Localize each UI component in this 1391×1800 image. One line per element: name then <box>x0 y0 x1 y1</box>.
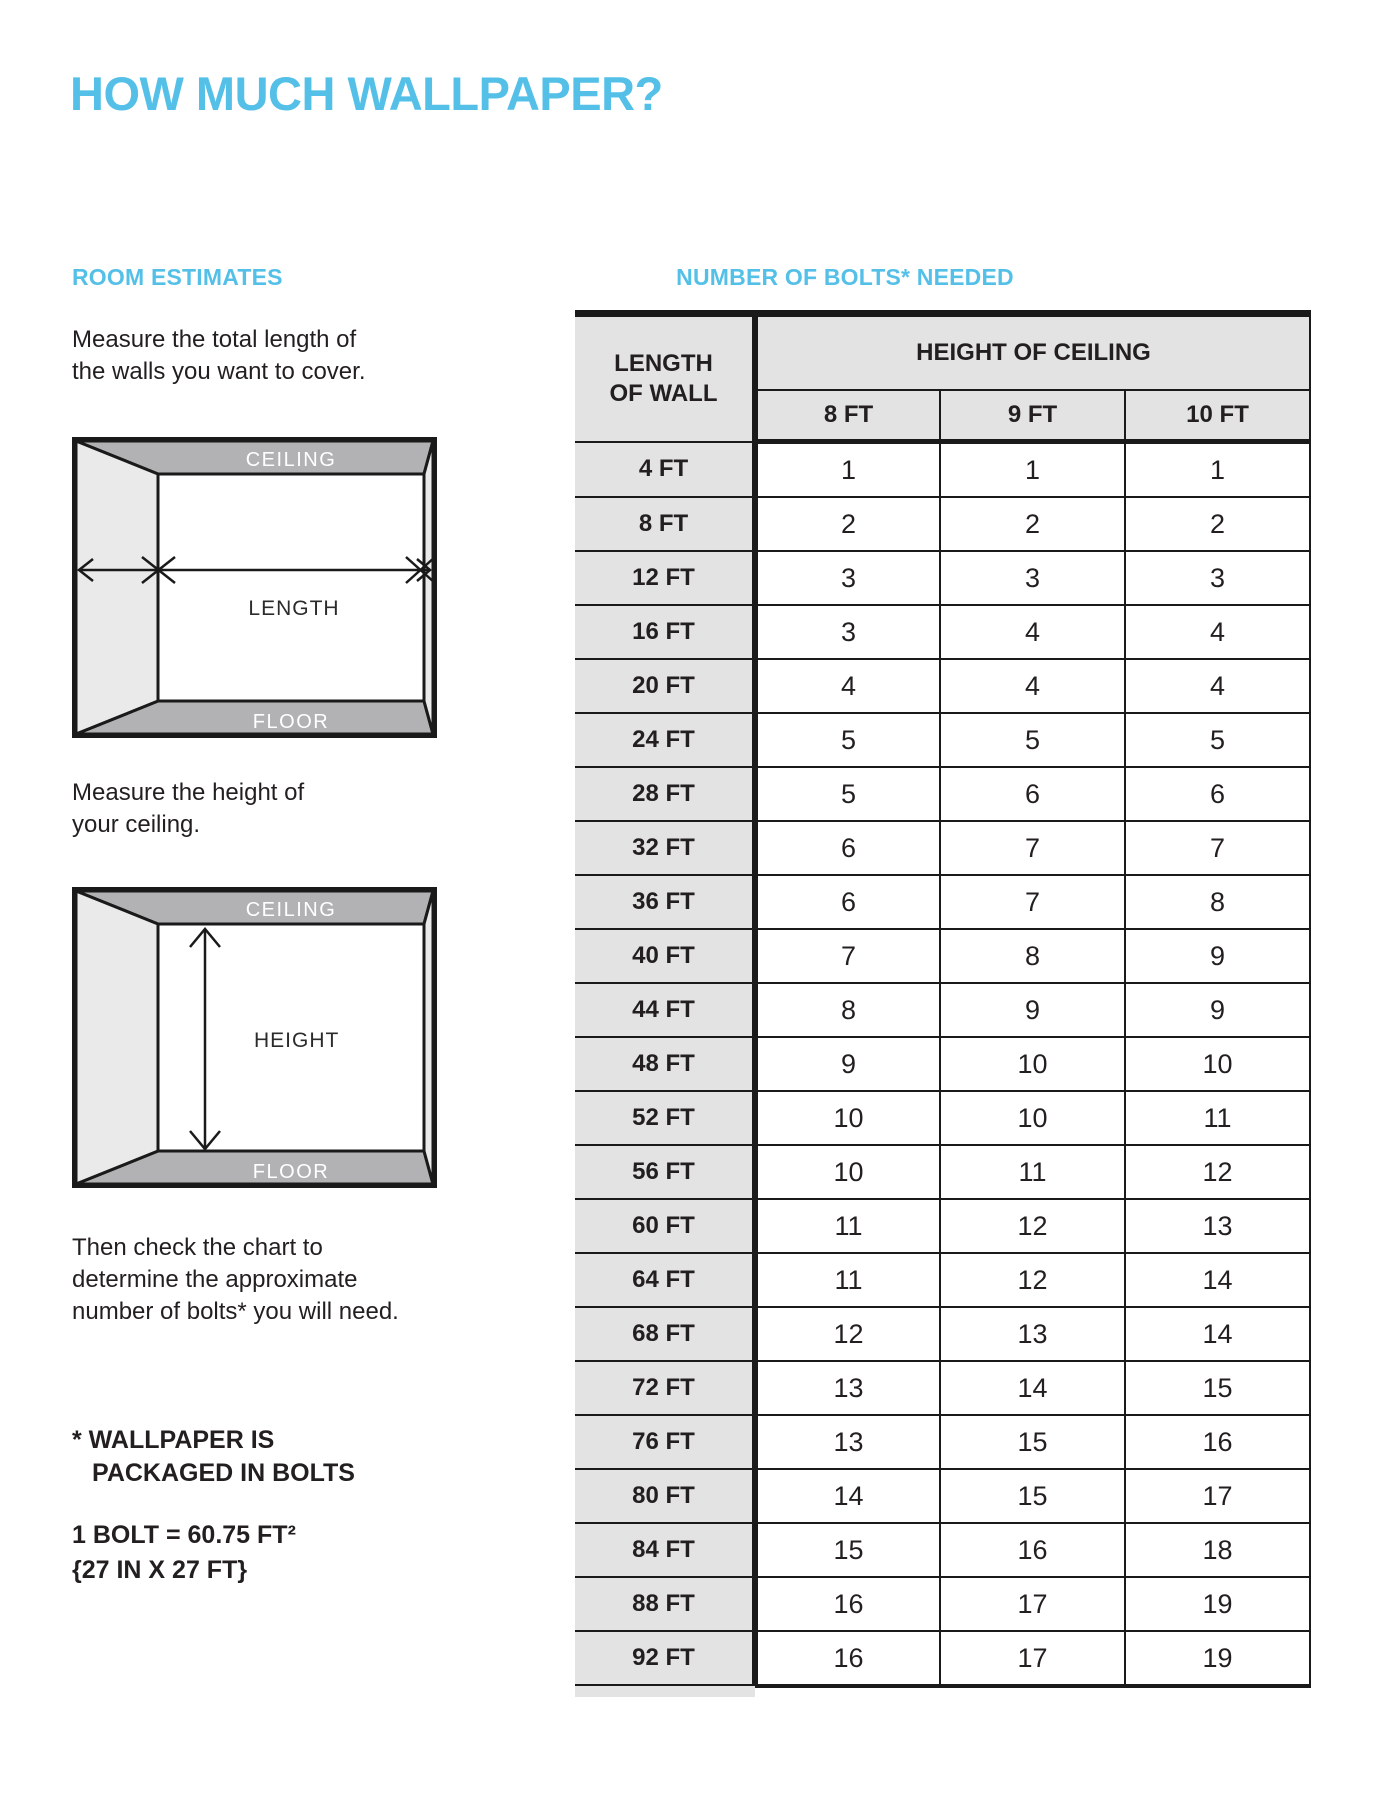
bolt-count-cell: 8 <box>940 929 1125 983</box>
header-row-1 <box>575 314 1310 391</box>
bolt-count-cell: 10 <box>940 1091 1125 1145</box>
row-label-cell: 20 FT <box>575 659 755 713</box>
bolt-count-cell: 12 <box>940 1199 1125 1253</box>
bolt-count-cell: 1 <box>755 442 940 498</box>
bolt-count-cell: 15 <box>940 1415 1125 1469</box>
bolt-count-cell: 17 <box>1125 1469 1310 1523</box>
paragraph-line: Then check the chart to <box>72 1234 323 1261</box>
right-wall-panel <box>424 891 433 1184</box>
paragraph-line: your ceiling. <box>72 811 201 838</box>
bolt-count-cell: 8 <box>755 983 940 1037</box>
bolt-count-cell: 16 <box>755 1631 940 1686</box>
row-label-cell: 36 FT <box>575 875 755 929</box>
bolt-count-cell: 14 <box>1125 1307 1310 1361</box>
bolt-count-cell: 3 <box>1125 551 1310 605</box>
bolt-count-cell: 14 <box>940 1361 1125 1415</box>
bolt-count-cell: 13 <box>1125 1199 1310 1253</box>
bolt-count-cell: 19 <box>1125 1631 1310 1686</box>
bolt-count-cell: 17 <box>940 1577 1125 1631</box>
bolt-count-cell: 3 <box>755 551 940 605</box>
bolt-count-cell: 10 <box>940 1037 1125 1091</box>
bolt-count-cell: 13 <box>755 1361 940 1415</box>
table-row <box>575 1361 1310 1415</box>
row-label-cell: 32 FT <box>575 821 755 875</box>
bolt-equation: 1 BOLT = 60.75 FT² <box>72 1521 296 1549</box>
row-label-cell: 60 FT <box>575 1199 755 1253</box>
bolt-count-cell: 11 <box>940 1145 1125 1199</box>
bolt-count-cell: 8 <box>1125 875 1310 929</box>
table-row <box>575 821 1310 875</box>
bolt-count-cell: 7 <box>940 821 1125 875</box>
bolt-count-cell: 12 <box>1125 1145 1310 1199</box>
bolt-count-cell: 17 <box>940 1631 1125 1686</box>
bolt-count-cell: 9 <box>755 1037 940 1091</box>
table-row <box>575 1037 1310 1091</box>
row-label-cell: 64 FT <box>575 1253 755 1307</box>
bolt-count-cell: 16 <box>940 1523 1125 1577</box>
check-chart-paragraph <box>72 1232 399 1328</box>
row-label-cell: 84 FT <box>575 1523 755 1577</box>
row-label-cell: 52 FT <box>575 1091 755 1145</box>
footnote-line: * WALLPAPER IS <box>72 1426 275 1454</box>
bolt-count-cell: 4 <box>1125 659 1310 713</box>
bolt-count-cell: 2 <box>1125 497 1310 551</box>
bolt-count-cell: 11 <box>755 1199 940 1253</box>
table-row <box>575 929 1310 983</box>
length-label: LENGTH <box>248 597 340 620</box>
bolt-count-cell: 2 <box>940 497 1125 551</box>
bolt-count-cell: 14 <box>1125 1253 1310 1307</box>
table-row <box>575 497 1310 551</box>
bolt-count-cell: 5 <box>755 713 940 767</box>
table-row <box>575 1145 1310 1199</box>
floor-label: FLOOR <box>252 711 330 733</box>
bolt-count-cell: 3 <box>755 605 940 659</box>
bolt-count-cell: 11 <box>1125 1091 1310 1145</box>
ceiling-label: CEILING <box>245 449 337 471</box>
bolt-count-cell: 12 <box>755 1307 940 1361</box>
bolt-count-cell: 7 <box>755 929 940 983</box>
bolt-count-cell: 1 <box>940 442 1125 498</box>
bolt-count-cell: 2 <box>755 497 940 551</box>
bolt-count-cell: 6 <box>1125 767 1310 821</box>
table-row <box>575 659 1310 713</box>
header-line: OF WALL <box>609 379 718 407</box>
row-label-cell: 48 FT <box>575 1037 755 1091</box>
measure-length-paragraph <box>72 324 365 388</box>
header-line: LENGTH <box>614 349 713 377</box>
bolt-count-cell: 15 <box>1125 1361 1310 1415</box>
bolts-table-body <box>575 442 1310 1687</box>
row-label-cell: 4 FT <box>575 442 755 498</box>
row-label-cell: 8 FT <box>575 497 755 551</box>
column-header-10ft: 10 FT <box>1125 390 1310 442</box>
measure-height-paragraph <box>72 777 304 841</box>
bolt-count-cell: 13 <box>755 1415 940 1469</box>
bolt-count-cell: 16 <box>1125 1415 1310 1469</box>
bolt-count-cell: 6 <box>755 821 940 875</box>
bolt-count-cell: 5 <box>940 713 1125 767</box>
table-row <box>575 1091 1310 1145</box>
row-label-cell: 68 FT <box>575 1307 755 1361</box>
table-header <box>575 314 1310 442</box>
bolts-footnote <box>72 1424 355 1490</box>
row-label-cell: 80 FT <box>575 1469 755 1523</box>
table-row <box>575 983 1310 1037</box>
row-label-cell: 92 FT <box>575 1631 755 1686</box>
bolt-count-cell: 13 <box>940 1307 1125 1361</box>
bolt-count-cell: 7 <box>1125 821 1310 875</box>
table-row <box>575 442 1310 498</box>
paragraph-line: Measure the height of <box>72 779 305 806</box>
room-length-diagram <box>72 437 437 738</box>
footnote-line: PACKAGED IN BOLTS <box>92 1459 355 1487</box>
bolt-count-cell: 14 <box>755 1469 940 1523</box>
length-of-wall-header <box>575 314 755 442</box>
table-row <box>575 1469 1310 1523</box>
right-wall-panel <box>424 441 433 734</box>
row-label-cell: 12 FT <box>575 551 755 605</box>
bolt-count-cell: 16 <box>755 1577 940 1631</box>
bolts-table <box>575 310 1311 1688</box>
bolt-count-cell: 9 <box>1125 929 1310 983</box>
bolt-count-cell: 9 <box>1125 983 1310 1037</box>
bolt-count-cell: 15 <box>755 1523 940 1577</box>
bolt-count-cell: 19 <box>1125 1577 1310 1631</box>
bolt-count-cell: 5 <box>1125 713 1310 767</box>
bolt-count-cell: 4 <box>1125 605 1310 659</box>
row-label-cell: 88 FT <box>575 1577 755 1631</box>
bolt-count-cell: 7 <box>940 875 1125 929</box>
bolt-count-cell: 18 <box>1125 1523 1310 1577</box>
column-header-9ft: 9 FT <box>940 390 1125 442</box>
height-label: HEIGHT <box>254 1029 340 1052</box>
floor-label: FLOOR <box>252 1161 330 1183</box>
table-row <box>575 1577 1310 1631</box>
bolt-count-cell: 4 <box>940 605 1125 659</box>
table-row <box>575 551 1310 605</box>
bolt-count-cell: 3 <box>940 551 1125 605</box>
bolt-count-cell: 10 <box>755 1091 940 1145</box>
table-row <box>575 767 1310 821</box>
bolt-count-cell: 6 <box>755 875 940 929</box>
bolt-dimensions: {27 IN X 27 FT} <box>72 1556 248 1584</box>
table-row <box>575 1307 1310 1361</box>
row-label-cell: 56 FT <box>575 1145 755 1199</box>
bolt-size-info <box>72 1518 296 1588</box>
room-estimates-heading: ROOM ESTIMATES <box>72 264 283 290</box>
bolt-count-cell: 10 <box>755 1145 940 1199</box>
table-row <box>575 1253 1310 1307</box>
row-label-cell: 28 FT <box>575 767 755 821</box>
row-label-cell: 16 FT <box>575 605 755 659</box>
left-wall-panel <box>76 891 158 1184</box>
row-label-cell: 44 FT <box>575 983 755 1037</box>
bolt-count-cell: 6 <box>940 767 1125 821</box>
table-row <box>575 1523 1310 1577</box>
table-row <box>575 713 1310 767</box>
bolt-count-cell: 1 <box>1125 442 1310 498</box>
paragraph-line: number of bolts* you will need. <box>72 1298 399 1325</box>
table-row <box>575 875 1310 929</box>
row-label-cell: 40 FT <box>575 929 755 983</box>
bolt-count-cell: 15 <box>940 1469 1125 1523</box>
bolt-count-cell: 4 <box>755 659 940 713</box>
left-wall-panel <box>76 441 158 734</box>
paragraph-line: determine the approximate <box>72 1266 358 1293</box>
bolt-count-cell: 9 <box>940 983 1125 1037</box>
bolt-count-cell: 11 <box>755 1253 940 1307</box>
paragraph-line: the walls you want to cover. <box>72 358 366 385</box>
row-label-cell: 72 FT <box>575 1361 755 1415</box>
table-footer-stub <box>575 1686 755 1697</box>
ceiling-label: CEILING <box>245 899 337 921</box>
table-row <box>575 605 1310 659</box>
height-of-ceiling-header: HEIGHT OF CEILING <box>755 314 1310 391</box>
paragraph-line: Measure the total length of <box>72 326 357 353</box>
row-label-cell: 76 FT <box>575 1415 755 1469</box>
bolt-count-cell: 4 <box>940 659 1125 713</box>
bolt-count-cell: 10 <box>1125 1037 1310 1091</box>
room-height-diagram <box>72 887 437 1188</box>
bolts-needed-heading: NUMBER OF BOLTS* NEEDED <box>676 264 1014 290</box>
asterisk: * <box>72 1426 82 1454</box>
column-header-8ft: 8 FT <box>755 390 940 442</box>
table-row <box>575 1631 1310 1686</box>
page-title: HOW MUCH WALLPAPER? <box>70 67 663 120</box>
bolt-count-cell: 5 <box>755 767 940 821</box>
bolt-count-cell: 12 <box>940 1253 1125 1307</box>
table-row <box>575 1415 1310 1469</box>
table-row <box>575 1199 1310 1253</box>
row-label-cell: 24 FT <box>575 713 755 767</box>
